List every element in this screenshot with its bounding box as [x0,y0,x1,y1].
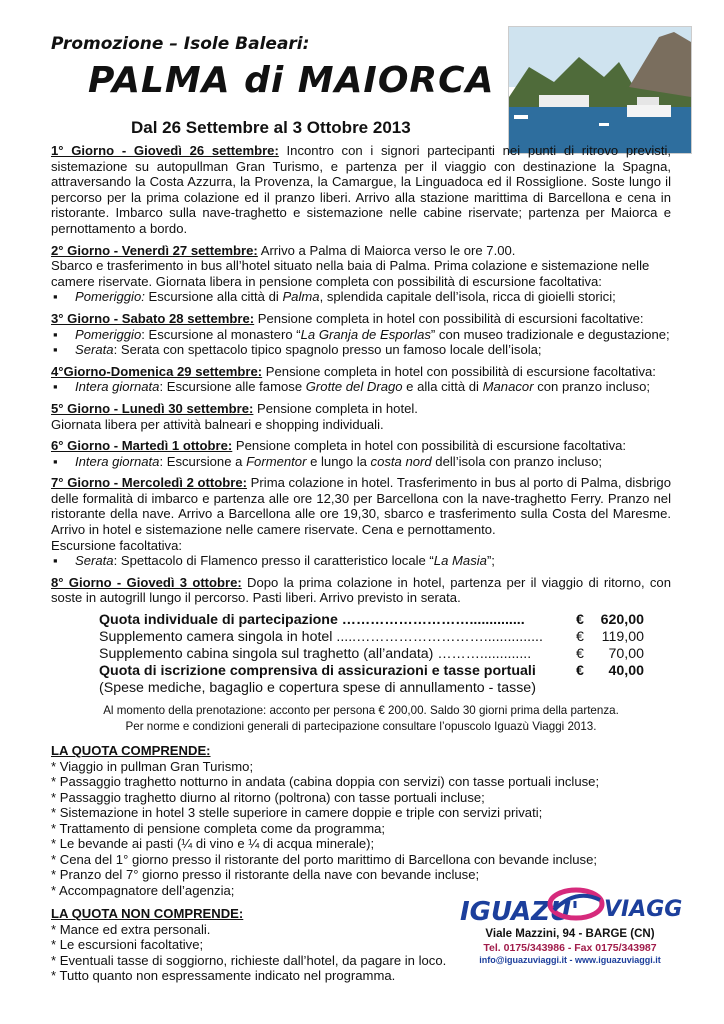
price-row [99,612,644,629]
list-item: * Passaggio traghetto diurno al ritorno (poltrona) con tasse portuali incluse; [51,789,485,805]
day-text: Pensione completa in hotel con possibilità di escursioni facoltative: [254,310,644,326]
excursion-label: Serata [75,342,114,358]
excursion-desc: ”; [486,553,495,569]
excursion-text [75,553,671,569]
price-note: (Spese mediche, bagaglio e copertura spese di annullamento - tasse) [99,680,536,697]
list-item: * Accompagnatore dell’agenzia; [51,882,235,898]
excursion-place: La Granja de Esporlas [300,326,431,342]
price-row [99,629,644,646]
list-item: * Cena del 1° giorno presso il ristorante del porto marittimo di Barcellona con bevande incluse; [51,851,598,867]
excursion-desc: ” con museo tradizionale e degustazione; [430,326,670,342]
day-paragraph [51,143,671,237]
day-4 [51,364,671,395]
day-5 [51,401,671,432]
price-currency: € [576,663,584,680]
day-text: Pensione completa in hotel con possibilità di escursione facoltativa: [262,363,656,379]
day-paragraph [51,401,671,417]
harbor-photo [508,26,692,154]
excursion-desc: Escursione alla città di [144,289,283,305]
logo-left-word: IGUAZU' [460,897,580,926]
day-paragraph [51,243,671,259]
excursion-place: costa nord [370,453,432,469]
day-paragraph-2: Sbarco e trasferimento in bus all’hotel situato nella baia di Palma. Prima colazione e sistemazione nelle camere riservate. Giornata libera in pensione completa con possibilità di escursione facoltativa: [51,258,650,289]
list-item: * Passaggio traghetto notturno in andata (cabina doppia con servizi) con tasse portuali incluse; [51,774,600,790]
excursion-place: La Masia [433,553,487,569]
excursion-item [51,379,671,395]
list-item: * Tutto quanto non espressamente indicato nel programma. [51,968,396,984]
bullet-icon: ▪ [53,326,58,342]
day-6 [51,438,671,469]
day-heading: 1° Giorno - Giovedì 26 settembre: [51,143,279,158]
excursion-desc: : Escursione a [159,453,247,469]
bullet-icon: ▪ [53,553,58,569]
price-table [99,612,644,680]
day-3 [51,311,671,358]
day-heading: 5° Giorno - Lunedì 30 settembre: [51,400,254,416]
price-amount: 620,00 [600,612,644,629]
day-heading: 3° Giorno - Sabato 28 settembre: [51,310,255,326]
excludes-title: LA QUOTA NON COMPRENDE: [51,906,244,922]
agency-phone: Tel. 0175/343986 - Fax 0175/343987 [483,942,657,954]
excursion-place: Grotte del Drago [305,379,403,395]
bullet-icon: ▪ [53,289,58,305]
excursion-item [51,327,671,343]
excursion-desc: : Serata con spettacolo tipico spagnolo presso un famoso locale dell’isola; [113,342,542,358]
logo-right-word: VIAGGI [604,897,682,922]
bullet-icon: ▪ [53,453,58,469]
agency-address: Viale Mazzini, 94 - BARGE (CN) [485,928,655,940]
day-heading: 4°Giorno-Domenica 29 settembre: [51,363,263,379]
page-title: PALMA di MAIORCA [88,60,495,101]
excursion-desc: , splendida capitale dell’isola, ricca di gioielli storici; [319,289,616,305]
list-item: * Pranzo del 7° giorno presso il ristorante della nave con bevande incluse; [51,867,480,883]
day-heading: 6° Giorno - Martedì 1 ottobre: [51,438,233,454]
price-currency: € [576,612,584,629]
excursion-desc: dell’isola con pranzo incluso; [431,453,602,469]
list-item: * Le bevande ai pasti (¼ di vino e ¼ di acqua minerale); [51,836,375,852]
excursion-desc: e alla città di [402,379,483,395]
day-paragraph-2: Giornata libera per attività balneari e shopping individuali. [51,416,384,432]
excursion-desc: : Escursione alle famose [159,379,306,395]
promo-heading: Promozione – Isole Baleari: [51,34,310,54]
excursion-label: Intera giornata [75,379,160,395]
excursion-label: Intera giornata [75,453,160,469]
day-heading: 2° Giorno - Venerdì 27 settembre: [51,242,258,258]
day-8 [51,575,671,606]
excursion-item [51,454,671,470]
price-row [99,646,644,663]
day-text: Prima colazione in hotel. Trasferimento in bus al porto di Palma, disbrigo delle formalità di imbarco e partenza alle ore 12,30 per Barcellona con la nave-traghetto Ferry. Pranzo nel ristorante della nave. Arrivo a Barcellona alle ore 19,30, sbarco e trasferimento sulla Costa del Maresme. Arrivo in hotel e sistemazione nelle camere riservate. Cena e pernottamento. [51,475,671,538]
includes-list [51,759,671,899]
excursion-place: Palma [282,289,320,305]
price-amount: 40,00 [608,663,644,680]
bullet-icon: ▪ [53,379,58,395]
excursion-desc: e lungo la [306,453,371,469]
excursion-place: Formentor [246,453,307,469]
day-paragraph [51,438,671,454]
day-text: Dopo la prima colazione in hotel, partenza per il viaggio di ritorno, con soste in autogrill lungo il percorso. Pasti liberi. Arrivo previsto in serata. [51,574,671,606]
bullet-icon: ▪ [53,342,58,358]
excursion-desc: : Escursione al monastero “ [141,326,301,342]
excursion-item [51,553,671,569]
excursion-label: Pomeriggio [75,326,142,342]
day-paragraph [51,475,671,537]
price-amount: 70,00 [608,646,644,663]
day-paragraph [51,575,671,606]
trip-dates: Dal 26 Settembre al 3 Ottobre 2013 [131,118,411,137]
list-item: * Le escursioni facoltative; [51,937,204,953]
price-currency: € [576,629,584,646]
day-heading: 7° Giorno - Mercoledì 2 ottobre: [51,475,248,491]
excursion-text [75,289,671,305]
agency-web: info@iguazuviaggi.it - www.iguazuviaggi.it [479,955,661,965]
day-text: Pensione completa in hotel. [253,400,418,416]
day-text: Pensione completa in hotel con possibilità di escursione facoltativa: [232,438,627,454]
list-item: * Sistemazione in hotel 3 stelle superiore in camere doppie e triple con servizi privati; [51,805,543,821]
list-item: * Trattamento di pensione completa come da programma; [51,820,386,836]
excursion-text [75,327,671,343]
price-currency: € [576,646,584,663]
price-amount: 119,00 [601,629,644,646]
days-list [51,143,671,606]
day-text: Arrivo a Palma di Maiorca verso le ore 7.00. [257,242,516,258]
list-item: * Mance ed extra personali. [51,921,211,937]
agency-contacts [458,928,682,966]
day-2 [51,243,671,305]
price-label: Supplemento camera singola in hotel .....………………………............... [99,629,543,646]
booking-note: Al momento della prenotazione: acconto per persona € 200,00. Saldo 30 giorni prima della partenza. [103,704,619,718]
day-1 [51,143,671,237]
price-label: Quota di iscrizione comprensiva di assicurazioni e tasse portuali [99,663,536,680]
list-item: * Eventuali tasse di soggiorno, richieste dall’hotel, da pagare in loco. [51,952,447,968]
day-text: Incontro con i signori partecipanti nei punti di ritrovo previsti, sistemazione su autopullman Gran Turismo, e partenza per il viaggio con destinazione la Spagna, attraversando la Costa Azzurra, la Provenza, la Camargue, la Linguadoca ed il Rossiglione. Soste lungo il percorso per la prima colazione ed il pranzo liberi. Arrivo alla stazione marittima di Barcellona e cena in ristorante. Imbarco sulla nave-traghetto e sistemazione nelle cabine riservate; partenza per Maiorca e pernottamento a bordo. [51,143,672,236]
day-7 [51,475,671,569]
day-heading: 8° Giorno - Giovedì 3 ottobre: [51,574,242,590]
excursion-text [75,342,671,358]
excursion-item [51,289,671,305]
price-label: Supplemento cabina singola sul traghetto (all’andata) ………............. [99,646,532,663]
day-paragraph [51,311,671,327]
excursion-label: Serata [75,553,114,569]
excursion-text [75,379,671,395]
excursion-label: Pomeriggio: [75,289,145,305]
excursion-place: Manacor [482,379,534,395]
day-paragraph-2: Escursione facoltativa: [51,537,183,553]
excursion-text [75,454,671,470]
excursion-desc: con pranzo incluso; [533,379,651,395]
includes-title: LA QUOTA COMPRENDE: [51,743,211,759]
excursion-desc: : Spettacolo di Flamenco presso il caratteristico locale “ [113,553,434,569]
excursion-item [51,342,671,358]
itinerary [51,143,671,984]
list-item: * Viaggio in pullman Gran Turismo; [51,758,254,774]
price-label: Quota individuale di partecipazione ……………………….............. [99,612,525,629]
terms-note: Per norme e condizioni generali di partecipazione consultare l’opuscolo Iguazù Viaggi 2013. [125,720,597,734]
price-row [99,663,644,680]
day-paragraph [51,364,671,380]
